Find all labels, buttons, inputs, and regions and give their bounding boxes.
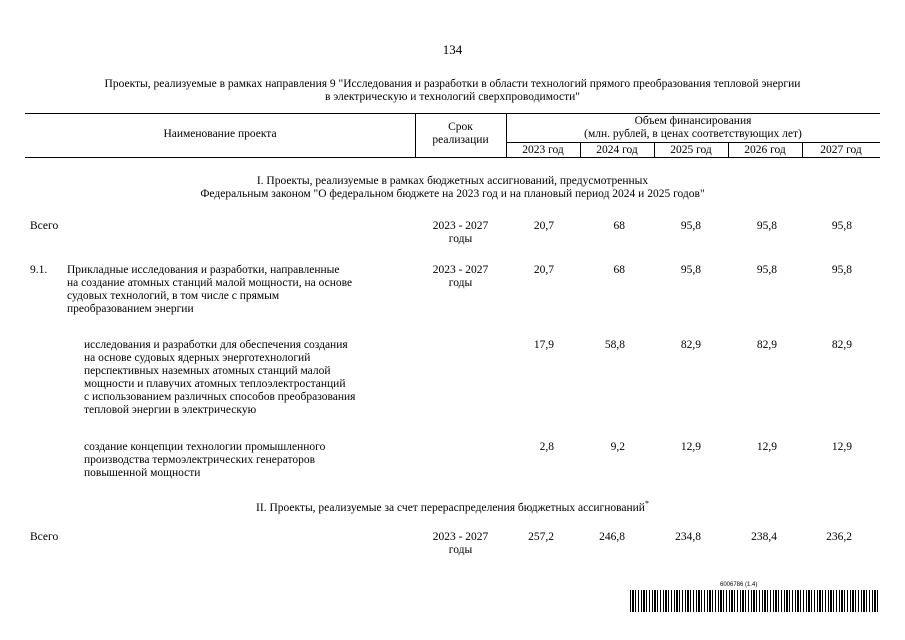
subitem-name-line: исследования и разработки для обеспечения создания (84, 339, 348, 351)
value-cell: 68 (613, 220, 625, 232)
subitem-name-line: создание концепции технологии промышленного (84, 441, 326, 453)
section-heading-2 (0, 499, 905, 515)
item-name-line: преобразованием энергии (67, 303, 194, 315)
value-cell: 12,9 (756, 441, 777, 453)
section-heading-1 (0, 175, 905, 201)
footnote-mark: * (644, 499, 649, 509)
value-cell: 234,8 (675, 531, 701, 543)
item-term (415, 264, 506, 290)
total-term-years: 2023 - 2027 (432, 531, 489, 543)
value-cell: 9,2 (610, 441, 625, 453)
total-term (415, 220, 506, 246)
subitem-name-line: перспективных наземных атомных станций малой (84, 365, 331, 377)
value-cell: 236,2 (826, 531, 852, 543)
total-term-years: 2023 - 2027 (432, 220, 489, 232)
section-heading-1-line2: Федеральным законом "О федеральном бюджете на 2023 год и на плановый период 2024 и 2025 годов" (200, 188, 705, 200)
section-heading-2-text: II. Проекты, реализуемые за счет перераспределения бюджетных ассигнований (256, 502, 645, 514)
value-cell: 17,9 (533, 339, 554, 351)
value-cell: 82,9 (756, 339, 777, 351)
column-header-funding-line1: Объем финансирования (634, 115, 752, 127)
column-header-name: Наименование проекта (163, 128, 277, 140)
column-header-year: 2023 год (522, 144, 564, 156)
column-header-funding (506, 115, 880, 141)
value-cell: 12,9 (680, 441, 701, 453)
header-bottom-rule (25, 157, 880, 158)
value-cell: 20,7 (533, 264, 554, 276)
value-cell: 82,9 (680, 339, 701, 351)
item-name-line: судовых технологий, в том числе с прямым (67, 290, 280, 302)
value-cell: 95,8 (680, 220, 701, 232)
header-top-rule (25, 113, 880, 114)
total-label: Всего (30, 220, 59, 232)
barcode-image (630, 590, 878, 612)
barcode-label: 6006786 (1.4) (720, 582, 758, 588)
column-header-year: 2025 год (670, 144, 712, 156)
item-term-years: 2023 - 2027 (432, 264, 489, 276)
total-term-suffix: годы (448, 544, 473, 556)
column-header-term (415, 121, 506, 147)
column-header-term-line2: реализации (432, 134, 489, 146)
item-name (67, 264, 412, 316)
value-cell: 20,7 (533, 220, 554, 232)
item-term-suffix: годы (448, 277, 473, 289)
value-cell: 95,8 (831, 220, 852, 232)
value-cell: 95,8 (756, 264, 777, 276)
table-title-line1: Проекты, реализуемые в рамках направления 9 "Исследования и разработки в области технологий прямого преобразования тепловой энергии (104, 78, 801, 90)
subitem-name-line: мощности и плавучих атомных теплоэлектростанций (84, 378, 346, 390)
value-cell: 257,2 (528, 531, 554, 543)
subitem-name-line: тепловой энергии в электрическую (84, 404, 257, 416)
total-label: Всего (30, 531, 59, 543)
column-header-term-line1: Срок (448, 121, 473, 133)
column-header-year: 2024 год (596, 144, 638, 156)
column-header-year: 2027 год (820, 144, 862, 156)
total-term (415, 531, 506, 557)
subitem-name-line: производства термоэлектрических генераторов (84, 454, 315, 466)
total-term-suffix: годы (448, 233, 473, 245)
column-header-year: 2026 год (744, 144, 786, 156)
value-cell: 95,8 (831, 264, 852, 276)
value-cell: 68 (613, 264, 625, 276)
table-title (0, 78, 905, 104)
item-name-line: Прикладные исследования и разработки, направленные (67, 264, 340, 276)
page-number: 134 (442, 42, 463, 57)
value-cell: 58,8 (604, 339, 625, 351)
subitem-name (84, 339, 414, 417)
value-cell: 82,9 (831, 339, 852, 351)
value-cell: 95,8 (756, 220, 777, 232)
value-cell: 238,4 (751, 531, 777, 543)
subitem-name-line: на основе судовых ядерных энерготехнологий (84, 352, 311, 364)
subitem-name-line: с использованием различных способов преобразования (84, 391, 356, 403)
table-title-line2: в электрическую и технологий сверхпроводимости" (325, 91, 580, 103)
value-cell: 12,9 (831, 441, 852, 453)
column-header-funding-line2: (млн. рублей, в ценах соответствующих лет) (584, 128, 802, 140)
value-cell: 95,8 (680, 264, 701, 276)
subitem-name (84, 441, 414, 480)
item-number: 9.1. (30, 264, 48, 276)
section-heading-1-line1: I. Проекты, реализуемые в рамках бюджетных ассигнований, предусмотренных (256, 175, 649, 187)
subitem-name-line: повышенной мощности (84, 467, 201, 479)
value-cell: 2,8 (539, 441, 554, 453)
item-name-line: на создание атомных станций малой мощности, на основе (67, 277, 353, 289)
header-years-rule (506, 142, 880, 143)
value-cell: 246,8 (599, 531, 625, 543)
